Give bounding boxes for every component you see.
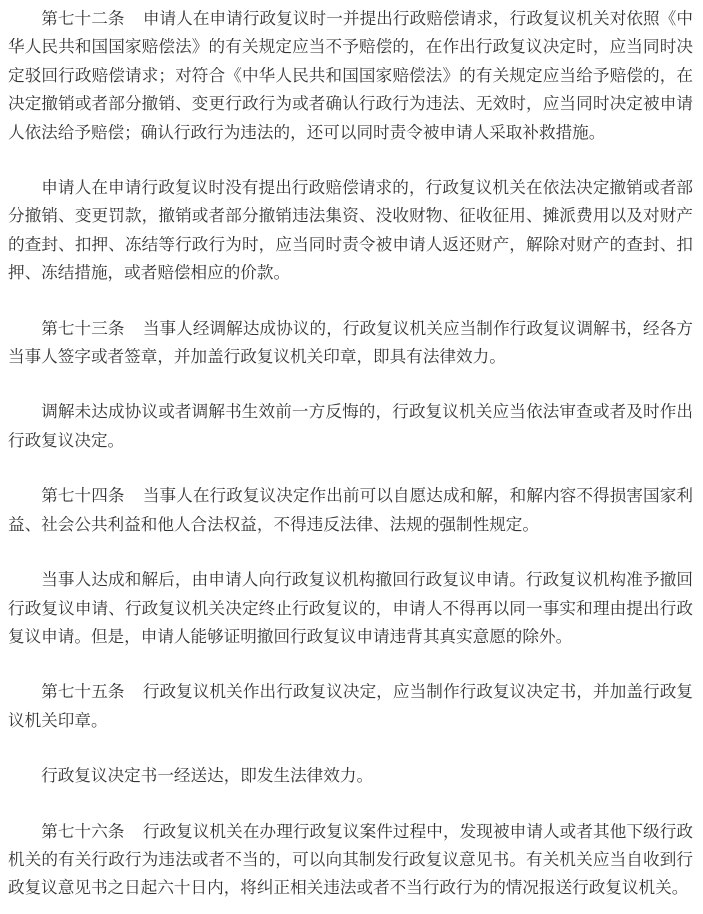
paragraph-article-75 [8,678,693,735]
paragraph-text: 当事人在行政复议决定作出前可以自愿达成和解，和解内容不得损害国家利益、社会公共利益和他人合法权益，不得违反法律、法规的强制性规定。 [8,486,693,534]
paragraph-text: 行政复议决定书一经送达，即发生法律效力。 [41,766,374,786]
article-number: 第七十三条 [41,318,125,338]
document-body [8,5,693,903]
paragraph-article-72-sub [8,174,693,288]
paragraph-text: 调解未达成协议或者调解书生效前一方反悔的，行政复议机关应当依法审查或者及时作出行政复议决定。 [8,402,693,450]
paragraph-article-74 [8,482,693,539]
paragraph-text: 行政复议机关在办理行政复议案件过程中，发现被申请人或者其他下级行政机关的有关行政行为违法或者不当的，可以向其制发行政复议意见书。有关机关应当自收到行政复议意见书之日起六十日内，将纠正相关违法或者不当行政行为的情况报送行政复议机关。 [8,821,693,898]
paragraph-text: 申请人在申请行政复议时没有提出行政赔偿请求的，行政复议机关在依法决定撤销或者部分撤销、变更罚款，撤销或者部分撤销违法集资、没收财物、征收征用、摊派费用以及对财产的查封、扣押、冻结等行政行为时，应当同时责令被申请人返还财产，解除对财产的查封、扣押、冻结措施，或者赔偿相应的价款。 [8,178,693,283]
paragraph-article-74-sub [8,566,693,651]
paragraph-text: 当事人达成和解后，由申请人向行政复议机构撤回行政复议申请。行政复议机构准予撤回行政复议申请、行政复议机关决定终止行政复议的，申请人不得再以同一事实和理由提出行政复议申请。但是，申请人能够证明撤回行政复议申请违背其真实意愿的除外。 [8,570,693,646]
paragraph-text: 当事人经调解达成协议的，行政复议机关应当制作行政复议调解书，经各方当事人签字或者签章，并加盖行政复议机关印章，即具有法律效力。 [8,318,693,367]
article-number: 第七十四条 [41,486,125,506]
paragraph-article-76 [8,818,693,903]
article-number: 第七十二条 [41,9,125,28]
article-number: 第七十五条 [41,682,125,702]
paragraph-article-72 [8,5,693,147]
paragraph-article-73-sub [8,398,693,455]
article-number: 第七十六条 [41,821,125,841]
paragraph-text: 行政复议机关作出行政复议决定，应当制作行政复议决定书，并加盖行政复议机关印章。 [8,682,693,730]
paragraph-article-73 [8,315,693,372]
paragraph-text: 申请人在申请行政复议时一并提出行政赔偿请求，行政复议机关对依照《中华人民共和国国家赔偿法》的有关规定应当不予赔偿的，在作出行政复议决定时，应当同时决定驳回行政赔偿请求；对符合《中华人民共和国国家赔偿法》的有关规定应当给予赔偿的，在决定撤销或者部分撤销、变更行政行为或者确认行政行为违法、无效时，应当同时决定被申请人依法给予赔偿；确认行政行为违法的，还可以同时责令被申请人采取补救措施。 [8,9,693,142]
paragraph-article-75-sub [8,762,693,790]
